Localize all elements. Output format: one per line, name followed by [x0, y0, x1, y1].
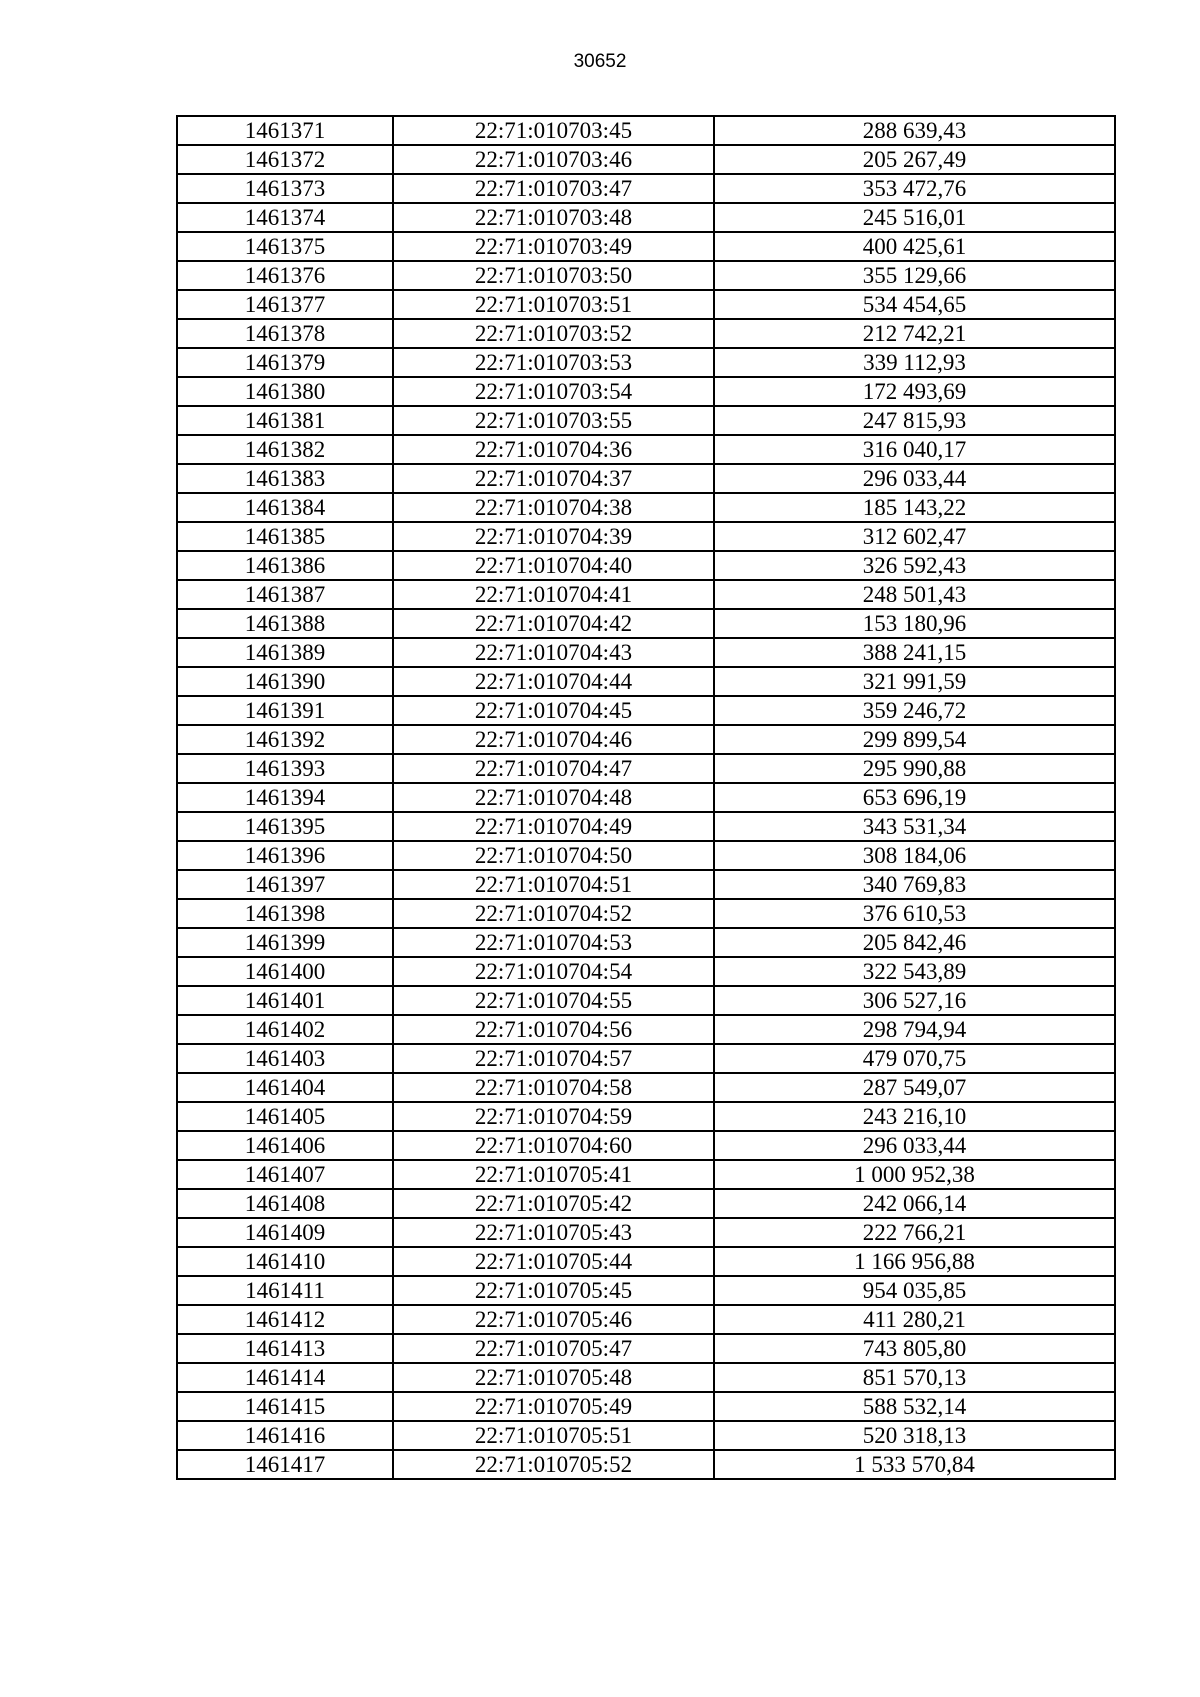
cadastral-number-cell: 22:71:010704:55: [393, 986, 714, 1015]
value-cell: 321 991,59: [714, 667, 1115, 696]
cadastral-number-cell: 22:71:010705:41: [393, 1160, 714, 1189]
table-row: [177, 406, 1115, 435]
table-row: [177, 319, 1115, 348]
table-row: [177, 174, 1115, 203]
value-cell: 400 425,61: [714, 232, 1115, 261]
table-row: [177, 1392, 1115, 1421]
value-cell: 388 241,15: [714, 638, 1115, 667]
table-row: [177, 1160, 1115, 1189]
cadastral-number-cell: 22:71:010704:46: [393, 725, 714, 754]
value-cell: 153 180,96: [714, 609, 1115, 638]
value-cell: 306 527,16: [714, 986, 1115, 1015]
record-id-cell: 1461373: [177, 174, 393, 203]
record-id-cell: 1461381: [177, 406, 393, 435]
value-cell: 316 040,17: [714, 435, 1115, 464]
record-id-cell: 1461378: [177, 319, 393, 348]
cadastral-number-cell: 22:71:010704:59: [393, 1102, 714, 1131]
value-cell: 172 493,69: [714, 377, 1115, 406]
record-id-cell: 1461390: [177, 667, 393, 696]
value-cell: 1 166 956,88: [714, 1247, 1115, 1276]
record-id-cell: 1461406: [177, 1131, 393, 1160]
value-cell: 205 842,46: [714, 928, 1115, 957]
table-row: [177, 435, 1115, 464]
table-body: [177, 116, 1115, 1479]
value-cell: 743 805,80: [714, 1334, 1115, 1363]
table-row: [177, 609, 1115, 638]
value-cell: 588 532,14: [714, 1392, 1115, 1421]
table-row: [177, 812, 1115, 841]
record-id-cell: 1461372: [177, 145, 393, 174]
record-id-cell: 1461386: [177, 551, 393, 580]
record-id-cell: 1461371: [177, 116, 393, 145]
cadastral-number-cell: 22:71:010705:52: [393, 1450, 714, 1479]
table-row: [177, 232, 1115, 261]
value-cell: 322 543,89: [714, 957, 1115, 986]
cadastral-number-cell: 22:71:010703:49: [393, 232, 714, 261]
cadastral-number-cell: 22:71:010705:42: [393, 1189, 714, 1218]
cadastral-number-cell: 22:71:010704:52: [393, 899, 714, 928]
cadastral-number-cell: 22:71:010704:47: [393, 754, 714, 783]
value-cell: 288 639,43: [714, 116, 1115, 145]
value-cell: 248 501,43: [714, 580, 1115, 609]
table-row: [177, 348, 1115, 377]
value-cell: 299 899,54: [714, 725, 1115, 754]
record-id-cell: 1461379: [177, 348, 393, 377]
cadastral-number-cell: 22:71:010703:51: [393, 290, 714, 319]
cadastral-number-cell: 22:71:010704:44: [393, 667, 714, 696]
table-row: [177, 1102, 1115, 1131]
table-row: [177, 493, 1115, 522]
record-id-cell: 1461376: [177, 261, 393, 290]
value-cell: 1 000 952,38: [714, 1160, 1115, 1189]
record-id-cell: 1461407: [177, 1160, 393, 1189]
record-id-cell: 1461389: [177, 638, 393, 667]
record-id-cell: 1461394: [177, 783, 393, 812]
record-id-cell: 1461392: [177, 725, 393, 754]
value-cell: 954 035,85: [714, 1276, 1115, 1305]
cadastral-number-cell: 22:71:010704:41: [393, 580, 714, 609]
table-row: [177, 464, 1115, 493]
record-id-cell: 1461387: [177, 580, 393, 609]
record-id-cell: 1461409: [177, 1218, 393, 1247]
cadastral-number-cell: 22:71:010705:44: [393, 1247, 714, 1276]
record-id-cell: 1461405: [177, 1102, 393, 1131]
cadastral-number-cell: 22:71:010704:43: [393, 638, 714, 667]
value-cell: 212 742,21: [714, 319, 1115, 348]
value-cell: 411 280,21: [714, 1305, 1115, 1334]
cadastral-number-cell: 22:71:010704:53: [393, 928, 714, 957]
cadastral-number-cell: 22:71:010703:48: [393, 203, 714, 232]
table-row: [177, 638, 1115, 667]
value-cell: 534 454,65: [714, 290, 1115, 319]
cadastral-number-cell: 22:71:010703:53: [393, 348, 714, 377]
table-row: [177, 870, 1115, 899]
table-row: [177, 754, 1115, 783]
value-cell: 295 990,88: [714, 754, 1115, 783]
table-row: [177, 667, 1115, 696]
cadastral-number-cell: 22:71:010704:57: [393, 1044, 714, 1073]
value-cell: 359 246,72: [714, 696, 1115, 725]
cadastral-number-cell: 22:71:010705:46: [393, 1305, 714, 1334]
value-cell: 298 794,94: [714, 1015, 1115, 1044]
table-row: [177, 203, 1115, 232]
table-row: [177, 1421, 1115, 1450]
table-row: [177, 261, 1115, 290]
table-row: [177, 957, 1115, 986]
record-id-cell: 1461399: [177, 928, 393, 957]
value-cell: 185 143,22: [714, 493, 1115, 522]
cadastral-number-cell: 22:71:010705:43: [393, 1218, 714, 1247]
record-id-cell: 1461403: [177, 1044, 393, 1073]
cadastral-number-cell: 22:71:010704:38: [393, 493, 714, 522]
value-cell: 308 184,06: [714, 841, 1115, 870]
value-cell: 479 070,75: [714, 1044, 1115, 1073]
table-row: [177, 377, 1115, 406]
cadastral-number-cell: 22:71:010703:45: [393, 116, 714, 145]
table-row: [177, 580, 1115, 609]
record-id-cell: 1461375: [177, 232, 393, 261]
table-row: [177, 1044, 1115, 1073]
record-id-cell: 1461402: [177, 1015, 393, 1044]
cadastral-number-cell: 22:71:010704:49: [393, 812, 714, 841]
data-table: [176, 115, 1116, 1480]
record-id-cell: 1461412: [177, 1305, 393, 1334]
value-cell: 326 592,43: [714, 551, 1115, 580]
value-cell: 520 318,13: [714, 1421, 1115, 1450]
table-row: [177, 1218, 1115, 1247]
table-row: [177, 1073, 1115, 1102]
record-id-cell: 1461391: [177, 696, 393, 725]
record-id-cell: 1461404: [177, 1073, 393, 1102]
cadastral-number-cell: 22:71:010704:54: [393, 957, 714, 986]
cadastral-number-cell: 22:71:010704:48: [393, 783, 714, 812]
value-cell: 242 066,14: [714, 1189, 1115, 1218]
value-cell: 247 815,93: [714, 406, 1115, 435]
value-cell: 339 112,93: [714, 348, 1115, 377]
cadastral-number-cell: 22:71:010705:51: [393, 1421, 714, 1450]
cadastral-number-cell: 22:71:010705:47: [393, 1334, 714, 1363]
record-id-cell: 1461410: [177, 1247, 393, 1276]
value-cell: 653 696,19: [714, 783, 1115, 812]
cadastral-number-cell: 22:71:010704:56: [393, 1015, 714, 1044]
table-row: [177, 116, 1115, 145]
cadastral-number-cell: 22:71:010703:50: [393, 261, 714, 290]
record-id-cell: 1461395: [177, 812, 393, 841]
cadastral-number-cell: 22:71:010703:55: [393, 406, 714, 435]
table-row: [177, 783, 1115, 812]
value-cell: 287 549,07: [714, 1073, 1115, 1102]
record-id-cell: 1461400: [177, 957, 393, 986]
value-cell: 353 472,76: [714, 174, 1115, 203]
record-id-cell: 1461414: [177, 1363, 393, 1392]
value-cell: 245 516,01: [714, 203, 1115, 232]
cadastral-number-cell: 22:71:010704:37: [393, 464, 714, 493]
record-id-cell: 1461413: [177, 1334, 393, 1363]
value-cell: 355 129,66: [714, 261, 1115, 290]
cadastral-number-cell: 22:71:010703:46: [393, 145, 714, 174]
record-id-cell: 1461374: [177, 203, 393, 232]
table-row: [177, 1305, 1115, 1334]
cadastral-number-cell: 22:71:010705:49: [393, 1392, 714, 1421]
table-row: [177, 725, 1115, 754]
value-cell: 205 267,49: [714, 145, 1115, 174]
value-cell: 312 602,47: [714, 522, 1115, 551]
cadastral-number-cell: 22:71:010703:54: [393, 377, 714, 406]
record-id-cell: 1461408: [177, 1189, 393, 1218]
cadastral-number-cell: 22:71:010704:42: [393, 609, 714, 638]
record-id-cell: 1461398: [177, 899, 393, 928]
record-id-cell: 1461396: [177, 841, 393, 870]
record-id-cell: 1461417: [177, 1450, 393, 1479]
cadastral-number-cell: 22:71:010703:47: [393, 174, 714, 203]
cadastral-number-cell: 22:71:010704:60: [393, 1131, 714, 1160]
cadastral-number-cell: 22:71:010704:39: [393, 522, 714, 551]
record-id-cell: 1461393: [177, 754, 393, 783]
record-id-cell: 1461384: [177, 493, 393, 522]
value-cell: 851 570,13: [714, 1363, 1115, 1392]
table-row: [177, 1334, 1115, 1363]
table-row: [177, 522, 1115, 551]
table-row: [177, 1189, 1115, 1218]
table-row: [177, 899, 1115, 928]
record-id-cell: 1461383: [177, 464, 393, 493]
record-id-cell: 1461382: [177, 435, 393, 464]
record-id-cell: 1461397: [177, 870, 393, 899]
table-row: [177, 1131, 1115, 1160]
cadastral-number-cell: 22:71:010704:50: [393, 841, 714, 870]
cadastral-number-cell: 22:71:010705:48: [393, 1363, 714, 1392]
table-row: [177, 1276, 1115, 1305]
value-cell: 1 533 570,84: [714, 1450, 1115, 1479]
table-row: [177, 290, 1115, 319]
record-id-cell: 1461416: [177, 1421, 393, 1450]
value-cell: 340 769,83: [714, 870, 1115, 899]
table-row: [177, 986, 1115, 1015]
table-row: [177, 145, 1115, 174]
record-id-cell: 1461401: [177, 986, 393, 1015]
cadastral-number-cell: 22:71:010704:36: [393, 435, 714, 464]
table-row: [177, 1247, 1115, 1276]
record-id-cell: 1461415: [177, 1392, 393, 1421]
record-id-cell: 1461377: [177, 290, 393, 319]
value-cell: 296 033,44: [714, 1131, 1115, 1160]
table-row: [177, 696, 1115, 725]
record-id-cell: 1461385: [177, 522, 393, 551]
cadastral-number-cell: 22:71:010704:51: [393, 870, 714, 899]
cadastral-number-cell: 22:71:010705:45: [393, 1276, 714, 1305]
table-row: [177, 551, 1115, 580]
cadastral-number-cell: 22:71:010703:52: [393, 319, 714, 348]
table-row: [177, 1363, 1115, 1392]
table-row: [177, 928, 1115, 957]
table-row: [177, 1015, 1115, 1044]
record-id-cell: 1461380: [177, 377, 393, 406]
table-row: [177, 1450, 1115, 1479]
cadastral-number-cell: 22:71:010704:45: [393, 696, 714, 725]
value-cell: 343 531,34: [714, 812, 1115, 841]
value-cell: 222 766,21: [714, 1218, 1115, 1247]
value-cell: 243 216,10: [714, 1102, 1115, 1131]
cadastral-number-cell: 22:71:010704:58: [393, 1073, 714, 1102]
value-cell: 296 033,44: [714, 464, 1115, 493]
cadastral-number-cell: 22:71:010704:40: [393, 551, 714, 580]
record-id-cell: 1461388: [177, 609, 393, 638]
record-id-cell: 1461411: [177, 1276, 393, 1305]
page-number: 30652: [573, 51, 627, 72]
data-table-container: [176, 115, 1114, 1480]
value-cell: 376 610,53: [714, 899, 1115, 928]
table-row: [177, 841, 1115, 870]
